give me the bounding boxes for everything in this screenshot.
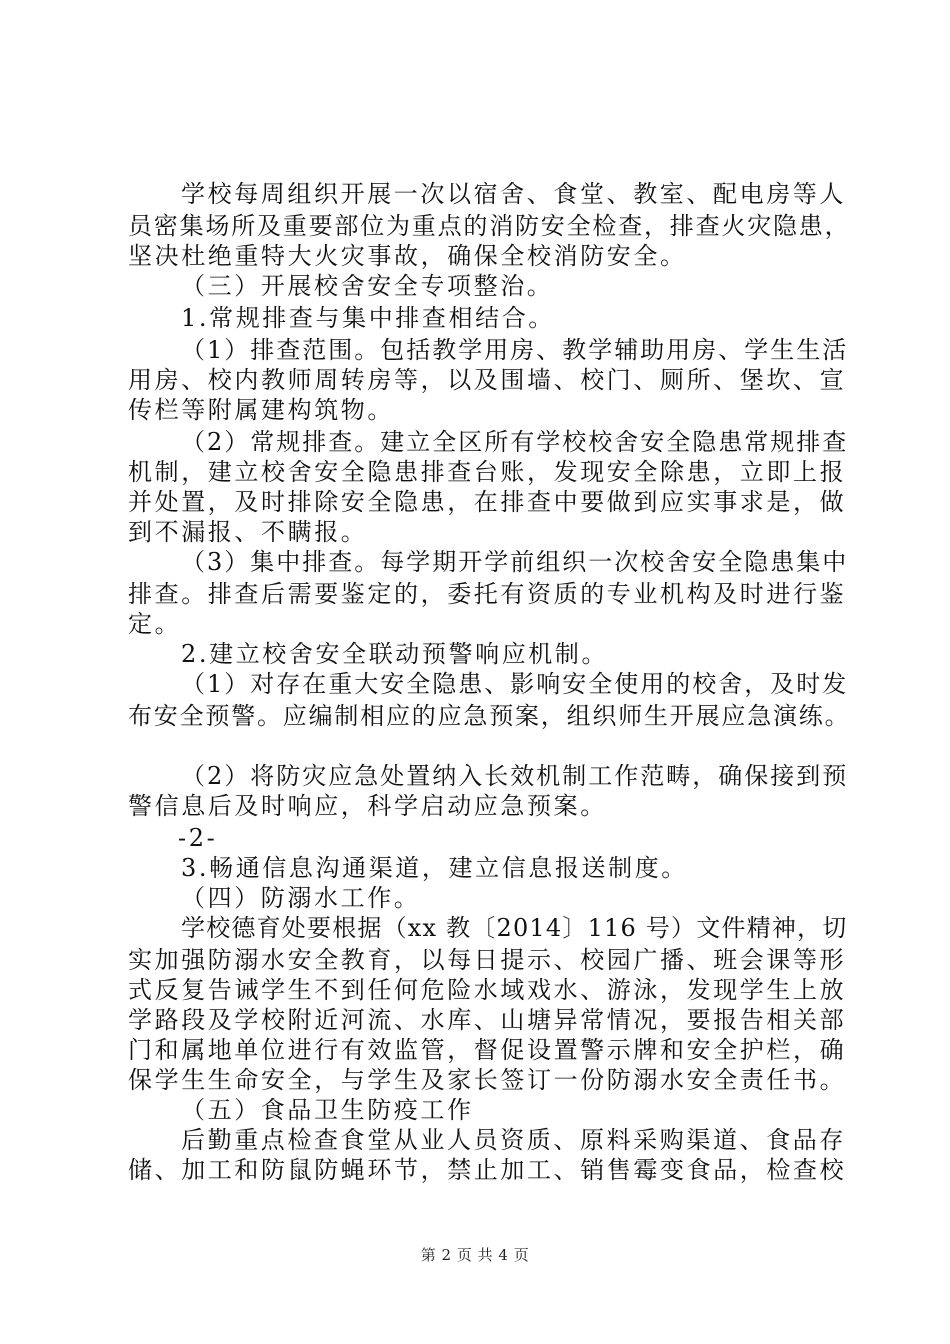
page-footer: 第 2 页 共 4 页 bbox=[420, 1246, 530, 1264]
text-line: （2）常规排查。建立全区所有学校校舍安全隐患常规排查 bbox=[181, 428, 849, 456]
text-line: （3）集中排查。每学期开学前组织一次校舍安全隐患集中 bbox=[181, 548, 849, 576]
text-line: 后勤重点检查食堂从业人员资质、原料采购渠道、食品存 bbox=[181, 1126, 846, 1154]
section-heading: （五）食品卫生防疫工作 bbox=[181, 1096, 474, 1124]
text-line: 学校每周组织开展一次以宿舍、食堂、教室、配电房等人 bbox=[181, 180, 846, 208]
text-line: 传栏等附属建构筑物。 bbox=[128, 396, 394, 424]
text-line: 坚决杜绝重特大火灾事故，确保全校消防安全。 bbox=[128, 242, 687, 270]
subsection-heading: 2.建立校舍安全联动预警响应机制。 bbox=[181, 640, 609, 668]
text-line: 并处置，及时排除安全隐患，在排查中要做到应实事求是，做 bbox=[128, 488, 847, 516]
text-line: 学路段及学校附近河流、水库、山塘异常情况，要报告相关部 bbox=[128, 1006, 847, 1034]
text-line: 储、加工和防鼠防蝇环节，禁止加工、销售霉变食品，检查校 bbox=[128, 1156, 847, 1184]
text-line: 员密集场所及重要部位为重点的消防安全检查，排查火灾隐患， bbox=[128, 212, 851, 240]
section-heading: （三）开展校舍安全专项整治。 bbox=[181, 272, 554, 300]
text-line: 用房、校内教师周转房等，以及围墙、校门、厕所、堡坎、宣 bbox=[128, 366, 847, 394]
subsection-heading: 1.常规排查与集中排查相结合。 bbox=[181, 304, 555, 332]
text-line: 定。 bbox=[128, 610, 182, 638]
text-line: 布安全预警。应编制相应的应急预案，组织师生开展应急演练。 bbox=[128, 702, 851, 730]
text-line: 机制，建立校舍安全隐患排查台账，发现安全除患，立即上报 bbox=[128, 458, 847, 486]
text-line: 排查。排查后需要鉴定的，委托有资质的专业机构及时进行鉴 bbox=[128, 580, 847, 608]
text-line: 门和属地单位进行有效监管，督促设置警示牌和安全护栏，确 bbox=[128, 1036, 847, 1064]
text-line: 学校德育处要根据（xx 教〔2014〕116 号）文件精神，切 bbox=[181, 914, 848, 942]
inline-page-number: -2- bbox=[178, 824, 218, 852]
text-line: （1）对存在重大安全隐患、影响安全使用的校舍，及时发 bbox=[181, 670, 849, 698]
text-line: 式反复告诫学生不到任何危险水域戏水、游泳，发现学生上放 bbox=[128, 976, 847, 1004]
section-heading: （四）防溺水工作。 bbox=[181, 884, 421, 912]
text-line: （1）排查范围。包括教学用房、教学辅助用房、学生生活 bbox=[181, 336, 849, 364]
text-line: 警信息后及时响应，科学启动应急预案。 bbox=[128, 792, 607, 820]
text-line: 实加强防溺水安全教育，以每日提示、校园广播、班会课等形 bbox=[128, 946, 847, 974]
subsection-heading: 3.畅通信息沟通渠道，建立信息报送制度。 bbox=[181, 854, 688, 882]
text-line: 到不漏报、不瞒报。 bbox=[128, 518, 368, 546]
text-line: 保学生生命安全，与学生及家长签订一份防溺水安全责任书。 bbox=[128, 1066, 847, 1094]
text-line: （2）将防灾应急处置纳入长效机制工作范畴，确保接到预 bbox=[181, 762, 849, 790]
